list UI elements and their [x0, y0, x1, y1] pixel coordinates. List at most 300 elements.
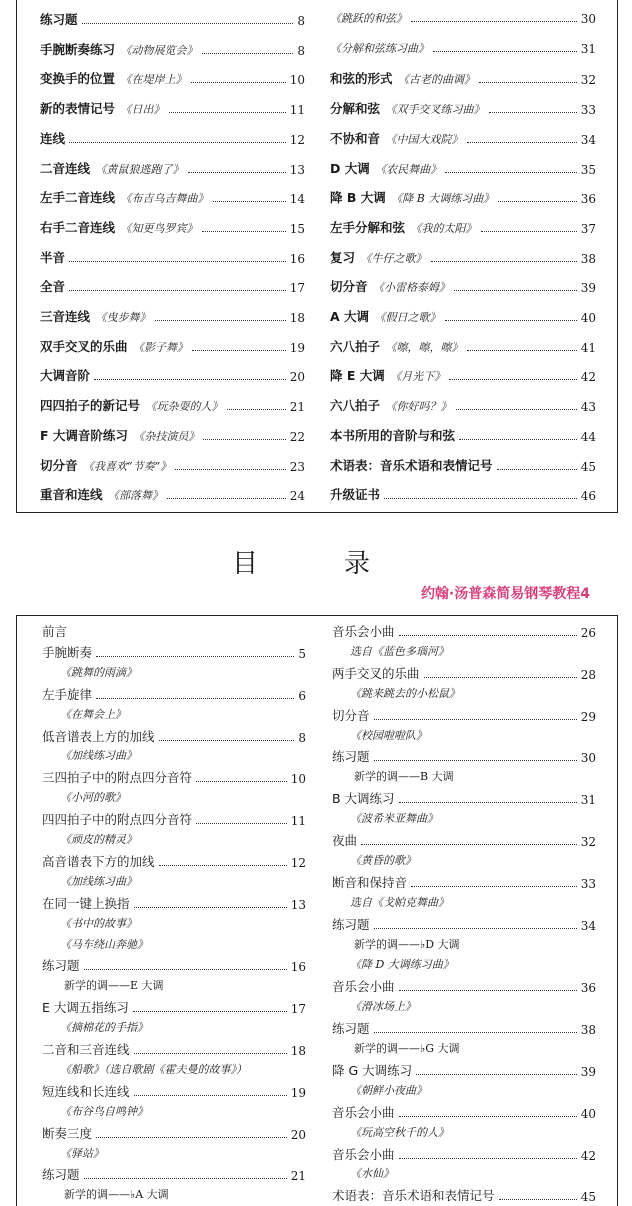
- page-number: 19: [290, 1085, 306, 1100]
- entry-piece: 《朝鲜小夜曲》: [350, 1083, 427, 1097]
- entry-title: 高音谱表下方的加线: [42, 853, 155, 869]
- toc-entry: [42, 852, 306, 870]
- toc-entry: [42, 998, 306, 1016]
- toc-entry: [40, 248, 305, 266]
- page-number: 12: [289, 132, 305, 147]
- page-number: 19: [289, 340, 305, 355]
- entry-title: 练习题: [332, 916, 370, 932]
- leader-dots: [94, 379, 286, 380]
- entry-title: [330, 277, 450, 295]
- page-number: 42: [580, 370, 596, 385]
- entry-piece: 《嚓，嚓，嚓》: [380, 340, 463, 354]
- entry-piece: 选自《蓝色多瑙河》: [350, 644, 449, 658]
- toc-entry: [42, 1124, 306, 1142]
- entry-heading: 手腕断奏练习: [40, 41, 116, 57]
- entry-heading: 切分音: [330, 279, 368, 295]
- entry-title: 切分音: [332, 707, 370, 723]
- leader-dots: [374, 928, 577, 929]
- leader-dots: [155, 320, 286, 321]
- entry-piece: 《跳来跳去的小松鼠》: [350, 686, 460, 700]
- toc-entry: [42, 1082, 306, 1100]
- entry-title: 音乐会小曲: [332, 624, 395, 639]
- entry-title: [40, 366, 90, 384]
- toc-entry: [330, 10, 596, 26]
- entry-heading: 分解和弦: [330, 101, 381, 117]
- entry-title: 短连线和长连线: [42, 1083, 130, 1099]
- entry-title: 二音和三音连线: [42, 1042, 130, 1057]
- entry-piece: 《跳舞的雨滴》: [60, 665, 137, 679]
- leader-dots: [449, 379, 576, 380]
- entry-piece: 《小河的歌》: [60, 791, 126, 805]
- entry-piece: 《你好吗？》: [380, 400, 452, 414]
- entry-heading: 右手二音连线: [40, 219, 116, 235]
- entry-title: [40, 485, 163, 503]
- leader-dots: [411, 21, 577, 22]
- page-number: 10: [289, 73, 305, 88]
- toc-entry: [40, 188, 305, 206]
- leader-dots: [374, 760, 577, 761]
- page-number: 21: [290, 1169, 306, 1184]
- toc-entry: [332, 664, 596, 682]
- entry-piece: 《曳步舞》: [90, 311, 151, 324]
- page-number: 32: [580, 73, 596, 88]
- entry-piece: 《摘棉花的手指》: [60, 1021, 148, 1035]
- leader-dots: [82, 23, 294, 24]
- toc-entry: [42, 810, 306, 828]
- entry-piece: 《滑冰场上》: [350, 1000, 416, 1014]
- entry-heading: 变换手的位置: [40, 71, 116, 87]
- toc-entry: [330, 159, 596, 177]
- entry-heading: 重音和连线: [40, 487, 103, 503]
- entry-heading: 复习: [330, 249, 356, 265]
- page-number: 46: [580, 489, 596, 504]
- leader-dots: [497, 469, 577, 470]
- page-number: 24: [289, 489, 305, 504]
- page-number: 29: [580, 709, 596, 724]
- entry-title: [330, 69, 475, 87]
- page-number: 38: [580, 251, 596, 266]
- leader-dots: [411, 886, 577, 887]
- leader-dots: [467, 142, 577, 143]
- new-key-note: 新学的调——B 大调: [354, 770, 454, 784]
- leader-dots: [134, 1053, 287, 1054]
- toc-entry: [330, 277, 596, 295]
- toc-entry: [332, 622, 596, 640]
- entry-title: 练习题: [42, 1167, 80, 1183]
- entry-heading: 本书所用的音阶与和弦: [330, 427, 456, 443]
- page-number: 32: [580, 835, 596, 849]
- page-number: 16: [290, 960, 306, 975]
- leader-dots: [431, 261, 577, 262]
- entry-heading: 升级证书: [330, 487, 381, 503]
- entry-piece: 《我的太阳》: [405, 221, 477, 235]
- entry-title: [40, 396, 223, 414]
- toc-entry: [332, 1103, 596, 1121]
- page-number: 44: [580, 429, 596, 444]
- book-title: 约翰·汤普森简易钢琴教程4: [420, 586, 590, 602]
- leader-dots: [454, 290, 577, 291]
- entry-piece: 《在堤岸上》: [115, 73, 187, 87]
- toc-entry: [40, 456, 305, 474]
- entry-heading: 左手二音连线: [40, 190, 116, 206]
- entry-piece: 《校园啦啦队》: [350, 728, 427, 742]
- entry-title: [40, 218, 198, 236]
- entry-piece: 《我喜欢“节奏”》: [77, 459, 172, 473]
- leader-dots: [361, 844, 577, 845]
- leader-dots: [191, 82, 286, 83]
- toc-entry: [332, 873, 596, 891]
- toc-entry: [332, 747, 596, 765]
- entry-title: [330, 307, 441, 325]
- toc-entry: [330, 485, 596, 503]
- page-number: 33: [580, 103, 596, 118]
- entry-piece: 《日出》: [115, 103, 165, 117]
- entry-heading: 半音: [40, 249, 66, 265]
- entry-title: 左手旋律: [42, 686, 93, 702]
- entry-title: [40, 69, 187, 87]
- leader-dots: [196, 781, 287, 782]
- leader-dots: [374, 1032, 577, 1033]
- toc-entry: [330, 188, 596, 206]
- toc-entry: [40, 277, 305, 295]
- entry-heading: 不协和音: [330, 130, 381, 146]
- entry-title: [330, 159, 441, 177]
- entry-title: 练习题: [42, 958, 80, 974]
- entry-piece: 《跳跃的和弦》: [330, 12, 407, 25]
- entry-title: 音乐会小曲: [332, 1104, 395, 1120]
- leader-dots: [159, 740, 295, 741]
- page-number: 31: [580, 793, 596, 808]
- entry-title: [40, 337, 188, 355]
- entry-piece: 《波希米亚舞曲》: [350, 812, 438, 826]
- page-number: 43: [580, 400, 596, 415]
- leader-dots: [133, 1011, 287, 1012]
- page-number: 13: [289, 162, 305, 177]
- page-number: 8: [298, 730, 306, 745]
- entry-title: 低音谱表上方的加线: [42, 728, 155, 744]
- page-number: 17: [289, 281, 305, 296]
- leader-dots: [96, 1137, 287, 1138]
- leader-dots: [479, 82, 577, 83]
- toc-entry: [330, 366, 596, 384]
- entry-piece: 《布吉乌吉舞曲》: [115, 192, 209, 206]
- entry-heading: 全音: [40, 279, 66, 295]
- toc-entry: [330, 40, 596, 56]
- entry-title: [40, 99, 165, 117]
- entry-title: B 大调练习: [332, 791, 395, 807]
- toc-entry: [40, 485, 305, 503]
- page-number: 11: [289, 103, 305, 118]
- toc-entry: [42, 727, 306, 745]
- toc-entry: [330, 218, 596, 236]
- page-number: 21: [289, 400, 305, 415]
- entry-heading: 新的表情记号: [40, 101, 116, 117]
- toc-entry: [330, 248, 596, 266]
- entry-title: [330, 485, 380, 503]
- entry-title: 断奏三度: [42, 1125, 93, 1141]
- entry-title: 三四拍子中的附点四分音符: [42, 770, 193, 786]
- toc-entry: [40, 218, 305, 236]
- page-number: 45: [580, 1190, 596, 1205]
- entry-piece: 《影子舞》: [127, 340, 189, 354]
- toc-entry: [40, 426, 305, 444]
- entry-title: 练习题: [332, 1021, 370, 1037]
- page-number: 42: [580, 1148, 596, 1163]
- leader-dots: [399, 990, 577, 991]
- entry-piece: 《农民舞曲》: [369, 162, 442, 176]
- entry-piece: 《分解和弦练习曲》: [330, 41, 429, 55]
- toc-entry: [40, 396, 305, 414]
- page-number: 34: [580, 132, 596, 147]
- entry-heading: 练习题: [40, 12, 78, 27]
- entry-title: 在同一键上换指: [42, 895, 130, 911]
- page-number: 36: [580, 192, 596, 207]
- leader-dots: [69, 290, 286, 291]
- entry-title: [330, 248, 427, 266]
- entry-piece: 《降 D 大调练习曲》: [350, 958, 454, 972]
- entry-title: [330, 10, 407, 26]
- entry-title: [40, 456, 171, 474]
- leader-dots: [227, 409, 286, 410]
- entry-heading: 切分音: [40, 457, 78, 473]
- entry-piece: 《水仙》: [350, 1167, 394, 1181]
- entry-title: [330, 456, 493, 474]
- page-number: 5: [298, 646, 306, 661]
- entry-title: 音乐会小曲: [332, 979, 395, 995]
- leader-dots: [481, 231, 577, 232]
- entry-heading: 四四拍子的新记号: [40, 398, 141, 414]
- entry-title: [330, 218, 477, 236]
- entry-piece: 《驿站》: [60, 1146, 104, 1160]
- toc-entry: [42, 622, 306, 640]
- toc-entry: [330, 396, 596, 414]
- entry-heading: 大调音阶: [40, 368, 91, 384]
- entry-title: 练习题: [332, 749, 370, 765]
- entry-piece: 《书中的故事》: [60, 916, 137, 930]
- leader-dots: [399, 1116, 577, 1117]
- leader-dots: [167, 498, 286, 499]
- toc-entry: [40, 366, 305, 384]
- page-number: 41: [580, 340, 596, 355]
- page-number: 39: [580, 281, 596, 296]
- leader-dots: [424, 677, 577, 678]
- entry-piece: 《顽皮的精灵》: [60, 833, 137, 846]
- leader-dots: [196, 823, 287, 824]
- page-number: 8: [297, 14, 305, 28]
- new-key-note: 新学的调——E 大调: [64, 979, 164, 993]
- toc-entry: [330, 307, 596, 325]
- toc-entry: [40, 159, 305, 177]
- page-number: 20: [290, 1127, 306, 1142]
- page-number: 33: [580, 876, 596, 891]
- toc-entry: [42, 768, 306, 786]
- entry-piece: 选自《戈帕克舞曲》: [350, 895, 449, 909]
- toc-entry: [332, 1145, 596, 1163]
- new-key-note: 新学的调——♭A 大调: [64, 1188, 169, 1202]
- toc-entry: [332, 1186, 596, 1204]
- entry-title: [40, 307, 151, 325]
- entry-piece: 《杂技演员》: [127, 429, 200, 443]
- leader-dots: [69, 142, 286, 143]
- entry-piece: 《假日之歌》: [369, 311, 441, 324]
- leader-dots: [84, 969, 287, 970]
- entry-heading: 二音连线: [40, 160, 91, 176]
- page-number: 40: [580, 1106, 596, 1121]
- entry-title: [40, 426, 199, 444]
- page-number: 18: [289, 311, 305, 325]
- page-number: 40: [580, 311, 596, 325]
- page-number: 23: [289, 459, 305, 474]
- leader-dots: [188, 172, 286, 173]
- entry-title: 两手交叉的乐曲: [332, 665, 420, 681]
- page-number: 37: [580, 221, 596, 236]
- entry-piece: 《船歌》（选自歌剧《霍夫曼的故事》）: [60, 1062, 247, 1076]
- entry-piece: 《动物展览会》: [115, 43, 198, 57]
- entry-title: [330, 129, 463, 147]
- leader-dots: [202, 231, 286, 232]
- entry-heading: 双手交叉的乐曲: [40, 338, 128, 354]
- entry-heading: 六八拍子: [330, 398, 381, 414]
- entry-title: [40, 159, 184, 177]
- leader-dots: [456, 409, 577, 410]
- leader-dots: [175, 469, 285, 470]
- leader-dots: [134, 907, 287, 908]
- entry-piece: 《古老的曲调》: [392, 73, 476, 87]
- entry-title: 术语表：音乐术语和表情记号: [332, 1188, 495, 1204]
- leader-dots: [498, 201, 576, 202]
- leader-dots: [159, 865, 287, 866]
- toc-heading: 目 录: [231, 549, 400, 579]
- page-number: 45: [580, 459, 596, 474]
- leader-dots: [467, 350, 577, 351]
- entry-title: 音乐会小曲: [332, 1146, 395, 1162]
- page-number: 38: [580, 1023, 596, 1038]
- page-number: 6: [298, 688, 306, 703]
- entry-title: 四四拍子中的附点四分音符: [42, 812, 193, 828]
- leader-dots: [192, 350, 286, 351]
- page-number: 11: [290, 814, 306, 829]
- toc-entry: [42, 643, 306, 661]
- entry-title: [330, 188, 494, 206]
- leader-dots: [416, 1074, 577, 1075]
- entry-title: [330, 99, 485, 117]
- page-number: 31: [580, 41, 596, 56]
- leader-dots: [202, 53, 294, 54]
- toc-entry: [42, 1165, 306, 1183]
- entry-piece: 《双手交叉练习曲》: [380, 103, 485, 117]
- toc-entry: [332, 789, 596, 807]
- page-number: 17: [290, 1002, 306, 1017]
- leader-dots: [445, 172, 576, 173]
- leader-dots: [96, 698, 294, 699]
- toc-entry: [330, 426, 596, 444]
- entry-piece: 《牛仔之歌》: [355, 251, 427, 265]
- page-number: 8: [297, 43, 305, 58]
- entry-piece: 《黄昏的歌》: [350, 853, 416, 867]
- toc-entry: [332, 706, 596, 724]
- leader-dots: [213, 201, 286, 202]
- entry-heading: 和弦的形式: [330, 71, 393, 87]
- toc-entry: [42, 956, 306, 974]
- entry-piece: 《玩杂耍的人》: [140, 400, 223, 414]
- entry-heading: 左手分解和弦: [330, 219, 406, 235]
- entry-piece: 《加线练习曲》: [60, 874, 137, 888]
- entry-heading: 术语表：音乐术语和表情记号: [330, 457, 493, 473]
- toc-entry: [330, 337, 596, 355]
- toc-entry: [330, 456, 596, 474]
- entry-piece: 《小雷格泰姆》: [367, 281, 451, 295]
- entry-piece: 《玩高空秋千的人》: [350, 1125, 449, 1139]
- entry-title: [330, 40, 429, 56]
- leader-dots: [134, 1095, 287, 1096]
- toc-entry: [332, 1061, 596, 1079]
- leader-dots: [69, 261, 286, 262]
- leader-dots: [96, 656, 294, 657]
- entry-piece: 《知更鸟罗宾》: [115, 221, 198, 235]
- page-number: 18: [290, 1044, 306, 1058]
- leader-dots: [459, 439, 577, 440]
- toc-entry: [330, 69, 596, 87]
- page-number: 13: [290, 897, 306, 912]
- entry-heading: 降 E 大调: [330, 368, 385, 384]
- entry-heading: 连线: [40, 130, 66, 146]
- page-number: 36: [580, 981, 596, 996]
- entry-title: 手腕断奏: [42, 644, 93, 660]
- toc-entry: [42, 1040, 306, 1058]
- toc-entry: [40, 307, 305, 325]
- toc-entry: [332, 831, 596, 849]
- page-number: 30: [580, 12, 596, 26]
- toc-entry: [40, 129, 305, 147]
- leader-dots: [384, 498, 577, 499]
- entry-piece: 《黄鼠狼逃跑了》: [90, 162, 184, 176]
- page-number: 35: [580, 162, 596, 177]
- entry-title: E 大调五指练习: [42, 1000, 129, 1016]
- toc-entry: [332, 1019, 596, 1037]
- entry-piece: 《月光下》: [384, 370, 446, 384]
- leader-dots: [445, 320, 577, 321]
- toc-entry: [40, 10, 305, 28]
- entry-title: 降 G 大调练习: [332, 1062, 413, 1078]
- new-key-note: 新学的调——♭D 大调: [354, 937, 460, 951]
- leader-dots: [399, 1158, 577, 1159]
- page-number: 22: [289, 429, 305, 444]
- toc-entry: [40, 99, 305, 117]
- toc-entry: [330, 129, 596, 147]
- entry-title: [330, 337, 463, 355]
- entry-heading: 六八拍子: [330, 338, 381, 354]
- entry-title: 夜曲: [332, 833, 358, 848]
- page-number: 14: [289, 192, 305, 207]
- entry-heading: D 大调: [330, 160, 370, 176]
- entry-piece: 《中国大戏院》: [380, 132, 463, 146]
- toc-entry: [40, 337, 305, 355]
- page-number: 16: [289, 251, 305, 266]
- page-number: 10: [290, 772, 306, 787]
- entry-title: [330, 426, 455, 444]
- entry-title: 前言: [42, 624, 68, 639]
- page-number: 12: [290, 855, 306, 870]
- toc-entry: [332, 977, 596, 995]
- entry-title: [40, 248, 65, 266]
- page-number: 15: [289, 221, 305, 236]
- toc-entry: [40, 69, 305, 87]
- entry-title: [40, 129, 65, 147]
- leader-dots: [374, 719, 577, 720]
- entry-title: [40, 188, 209, 206]
- entry-piece: 《降 B 大调练习曲》: [385, 192, 495, 206]
- entry-piece: 《部落舞》: [102, 489, 164, 503]
